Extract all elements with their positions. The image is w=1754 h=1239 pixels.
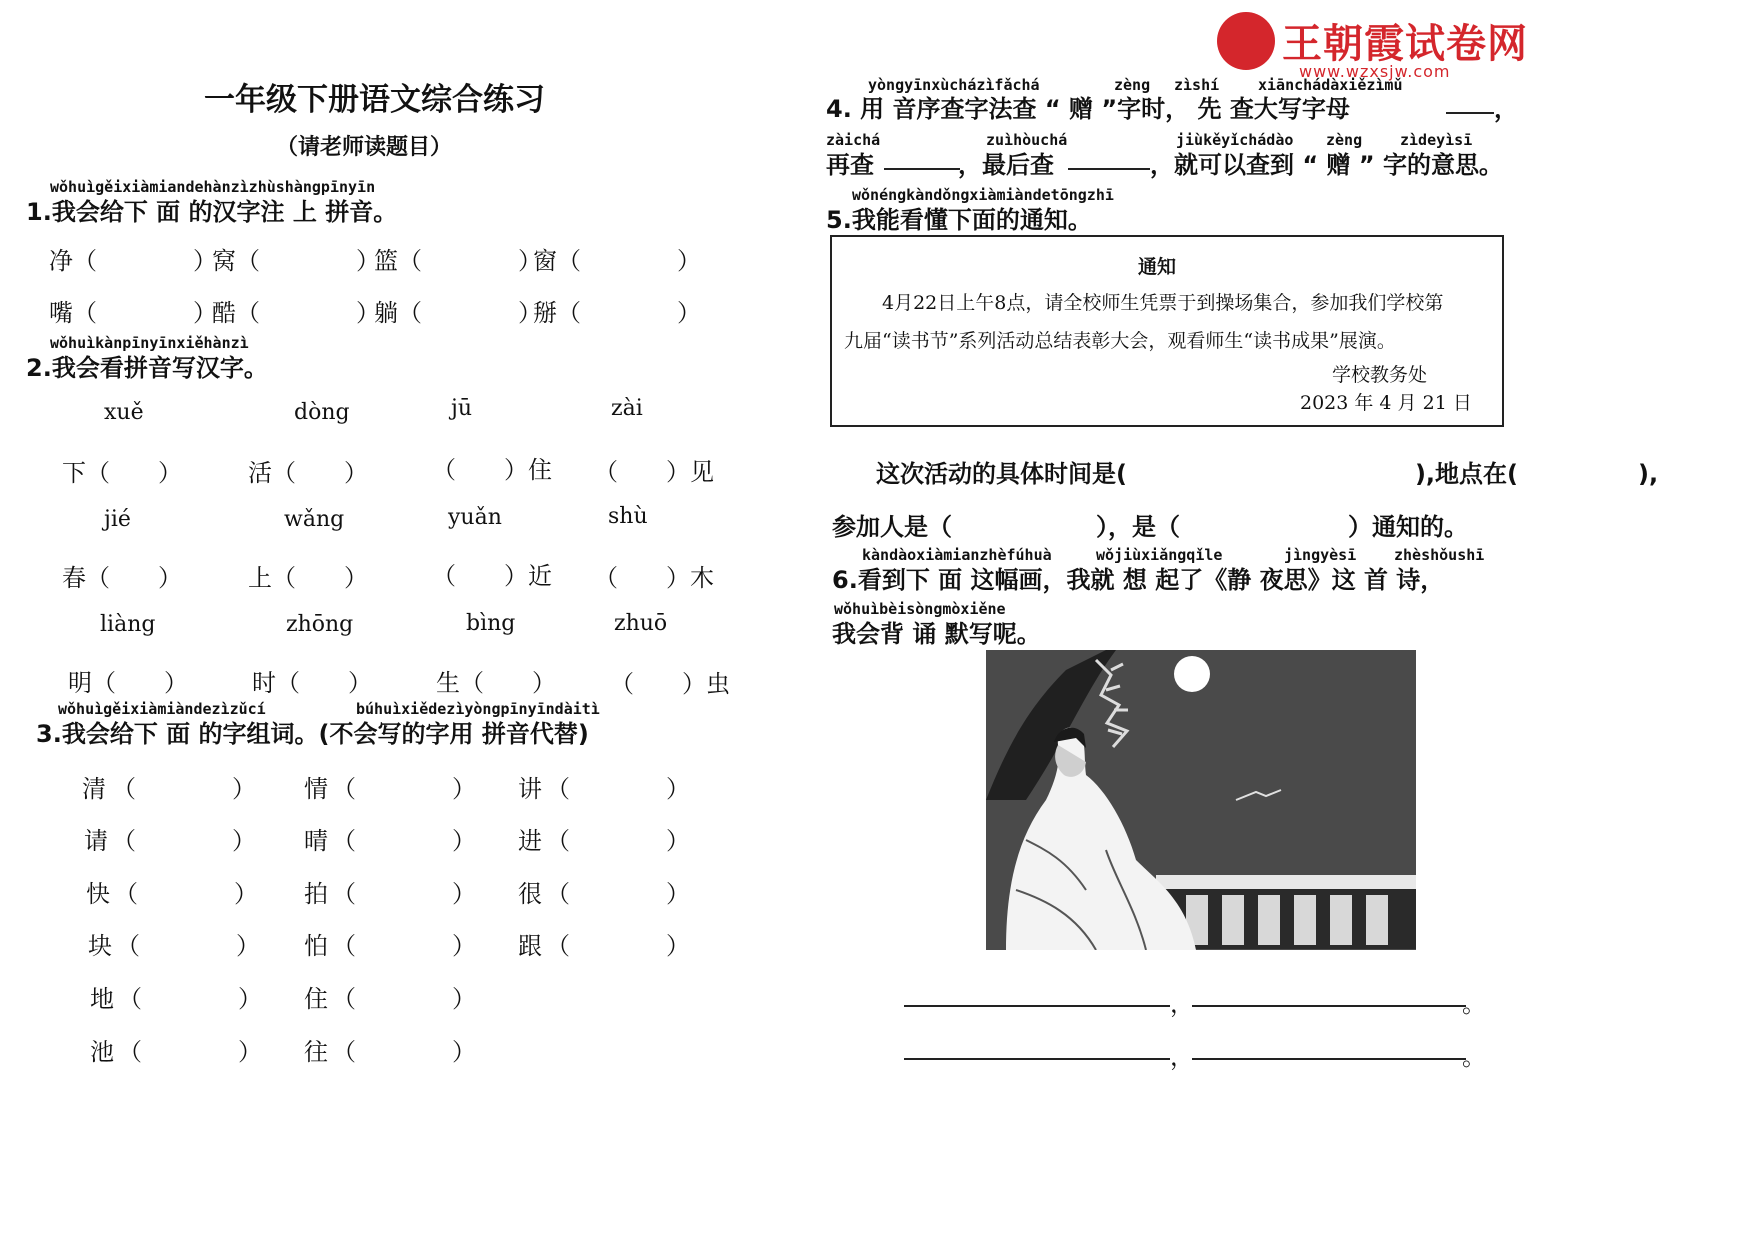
q3-char: 快 <box>86 880 110 908</box>
q6-pinyin: kàndàoxiàmianzhèfúhuà <box>862 546 1052 564</box>
q2-pinyin-cue: jié <box>104 507 131 532</box>
q5-fill: 这次活动的具体时间是( ),地点在( ), <box>876 460 1659 488</box>
q4-pinyin: yòngyīnxùcházìfǎchá <box>868 76 1040 94</box>
answer-line <box>904 1058 1170 1060</box>
q2-pinyin: wǒhuìkànpīnyīnxiěhànzì <box>50 334 249 352</box>
q6-pinyin: jìngyèsī <box>1284 546 1357 564</box>
q2-pinyin-cue: shù <box>608 504 648 529</box>
notice-line: 4月22日上午8点，请全校师生凭票于到操场集合，参加我们学校第 <box>882 292 1444 314</box>
q3-blank: （ ） <box>116 932 260 960</box>
q2-pinyin-cue: liàng <box>100 612 156 637</box>
q2-pinyin-cue: zhōng <box>286 612 354 637</box>
q2-prompt: 2.我会看拼音写汉字。 <box>26 354 268 382</box>
q4-pinyin: zàichá <box>826 131 881 149</box>
q3-blank: （ ） <box>546 880 690 908</box>
q3-blank: （ ） <box>546 775 690 803</box>
q4-comma: ， <box>1494 95 1518 123</box>
q3-blank: （ ） <box>112 775 256 803</box>
q3-blank: （ ） <box>332 827 476 855</box>
q2-pinyin-cue: yuǎn <box>448 505 502 530</box>
q3-blank: （ ） <box>332 932 476 960</box>
q3-char: 情 <box>304 775 328 803</box>
q4-blank-section <box>884 168 960 170</box>
q2-pinyin-cue: bìng <box>466 611 516 636</box>
q2-item: （ ）见 <box>594 458 714 486</box>
q4-pinyin: zuìhòuchá <box>986 131 1068 149</box>
q1-item: 净（ ） <box>49 247 217 275</box>
q3-char: 跟 <box>518 932 542 960</box>
q1-item: 篮（ ） <box>374 247 542 275</box>
q6-pinyin: wǒjiùxiǎngqǐle <box>1096 546 1223 564</box>
q2-item: 活（ ） <box>248 459 368 487</box>
q3-pinyin: búhuìxiědezìyòngpīnyīndàitì <box>356 700 600 718</box>
q3-blank: （ ） <box>118 1038 262 1066</box>
q3-char: 晴 <box>304 827 328 855</box>
answer-line <box>904 1005 1170 1007</box>
q2-item: 生（ ） <box>436 669 556 697</box>
q3-blank: （ ） <box>332 985 476 1013</box>
q3-char: 块 <box>88 932 112 960</box>
q3-char: 地 <box>90 985 114 1013</box>
q4-prompt: 4. 用 音序查字法查 “ 赠 ”字时， 先 查大写字母 <box>826 95 1350 123</box>
q1-item: 窝（ ） <box>212 247 380 275</box>
q2-pinyin-cue: zài <box>611 396 643 421</box>
q3-char: 请 <box>84 827 108 855</box>
q6-pinyin: zhèshǒushī <box>1394 546 1485 564</box>
answer-line <box>1192 1058 1466 1060</box>
q3-char: 清 <box>82 775 106 803</box>
q2-item: （ ）近 <box>432 562 552 590</box>
q2-item: （ ）木 <box>594 564 714 592</box>
q5-pinyin: wǒnéngkàndǒngxiàmiàndetōngzhī <box>852 186 1114 204</box>
q1-prompt: 1.我会给下 面 的汉字注 上 拼音。 <box>26 198 398 226</box>
q3-char: 拍 <box>304 880 328 908</box>
q1-item: 掰（ ） <box>533 299 701 327</box>
q3-blank: （ ） <box>332 775 476 803</box>
q2-item: 下（ ） <box>62 459 182 487</box>
q4-text: 再查 <box>826 151 874 179</box>
q3-char: 怕 <box>304 932 328 960</box>
answer-period: 。 <box>1462 990 1486 1018</box>
q1-item: 窗（ ） <box>533 247 701 275</box>
q5-fill: 参加人是（ ），是（ ）通知的。 <box>832 513 1468 541</box>
q3-char: 往 <box>304 1038 328 1066</box>
q2-pinyin-cue: dòng <box>294 400 350 425</box>
answer-period: 。 <box>1462 1043 1486 1071</box>
logo-url: www.wzxsjw.com <box>1299 62 1451 81</box>
q4-pinyin: jiùkěyǐchádào <box>1176 131 1294 149</box>
notice-line: 九届“读书节”系列活动总结表彰大会，观看师生“读书成果”展演。 <box>844 330 1396 352</box>
q6-prompt: 6.看到下 面 这幅画，我就 想 起了《静 夜思》这 首 诗， <box>832 566 1445 594</box>
q3-prompt: 3.我会给下 面 的字组词。(不会写的字用 拼音代替) <box>36 720 589 748</box>
answer-line <box>1192 1005 1466 1007</box>
q1-pinyin: wǒhuìgěixiàmiandehànzìzhùshàngpīnyīn <box>50 178 376 196</box>
q2-item: 时（ ） <box>252 669 372 697</box>
q3-blank: （ ） <box>546 827 690 855</box>
q1-item: 躺（ ） <box>374 299 542 327</box>
q2-pinyin-cue: wǎng <box>284 507 345 532</box>
q2-pinyin-cue: jū <box>451 396 472 421</box>
q2-item: （ ）住 <box>432 456 552 484</box>
logo-name: 王朝霞试卷网 <box>1282 21 1528 67</box>
q5-prompt: 5.我能看懂下面的通知。 <box>826 206 1092 234</box>
q3-char: 讲 <box>518 775 542 803</box>
q4-text: ，就可以查到 “ 赠 ” 字的意思。 <box>1150 151 1503 179</box>
notice-signature: 学校教务处 <box>1332 364 1428 386</box>
q2-item: 春（ ） <box>62 564 182 592</box>
q4-text: ，最后查 <box>958 151 1054 179</box>
moon-icon <box>1174 656 1210 692</box>
q3-blank: （ ） <box>112 827 256 855</box>
q2-pinyin-cue: zhuō <box>614 611 668 636</box>
page-subtitle: （请老师读题目） <box>276 135 453 160</box>
q3-char: 很 <box>518 880 542 908</box>
q3-pinyin: wǒhuìgěixiàmiàndezìzǔcí <box>58 700 266 718</box>
q4-pinyin: zìdeyìsī <box>1400 131 1473 149</box>
notice-date: 2023 年 4 月 21 日 <box>1300 392 1472 414</box>
q4-pinyin: zèng <box>1114 76 1151 94</box>
answer-comma: ， <box>1170 990 1194 1018</box>
logo-emblem <box>1217 12 1275 70</box>
answer-comma: ， <box>1170 1043 1194 1071</box>
q3-char: 池 <box>90 1038 114 1066</box>
q3-blank: （ ） <box>332 880 476 908</box>
q6-pinyin: wǒhuìbèisòngmòxiěne <box>834 600 1006 618</box>
q3-blank: （ ） <box>332 1038 476 1066</box>
q4-pinyin: zìshí <box>1174 76 1220 94</box>
q3-char: 住 <box>304 985 328 1013</box>
page-title: 一年级下册语文综合练习 <box>204 82 545 118</box>
notice-title: 通知 <box>1138 256 1177 278</box>
q3-char: 进 <box>518 827 542 855</box>
poem-illustration <box>986 650 1416 950</box>
q4-blank-syllable <box>1068 168 1150 170</box>
q2-item: （ ）虫 <box>610 670 730 698</box>
q2-item: 上（ ） <box>248 564 368 592</box>
q4-pinyin: xiānchádàxiězìmǔ <box>1258 76 1403 94</box>
q3-blank: （ ） <box>118 985 262 1013</box>
q4-blank-letter <box>1446 112 1494 114</box>
q1-item: 酷（ ） <box>212 299 380 327</box>
q3-blank: （ ） <box>114 880 258 908</box>
q4-pinyin: zèng <box>1326 131 1363 149</box>
q6-prompt-2: 我会背 诵 默写呢。 <box>832 620 1041 648</box>
q1-item: 嘴（ ） <box>49 299 217 327</box>
q3-blank: （ ） <box>546 932 690 960</box>
q2-item: 明（ ） <box>68 669 188 697</box>
q2-pinyin-cue: xuě <box>104 400 144 425</box>
